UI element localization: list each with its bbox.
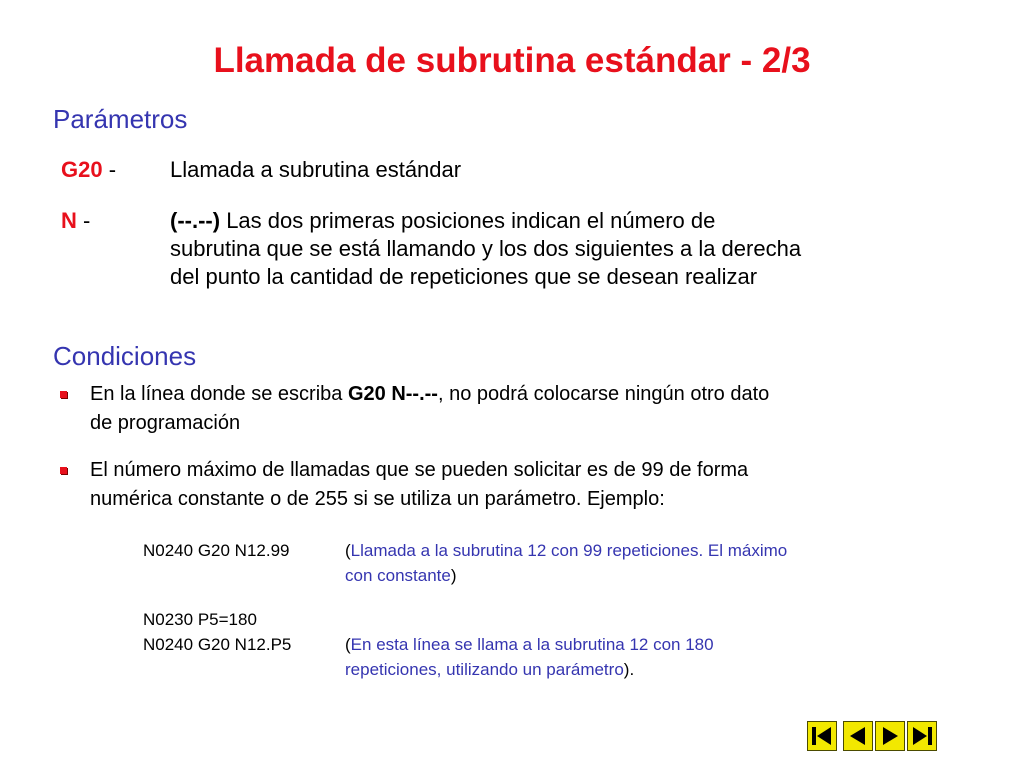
condicion-1-line-2: de programación — [90, 412, 241, 434]
condicion-2 — [90, 456, 970, 514]
slide-title: Llamada de subrutina estándar - 2/3 — [213, 41, 811, 80]
condicion-2-line-1: El número máximo de llamadas que se pueden solicitar es de 99 de forma — [90, 459, 749, 481]
first-slide-button[interactable] — [807, 721, 837, 751]
example-2-code-line-1: N0230 P5=180 — [143, 610, 257, 629]
example-2-code: N0240 G20 N12.P5 — [143, 635, 292, 654]
param-g20-label — [61, 156, 116, 184]
param-g20-description: Llamada a subrutina estándar — [170, 157, 462, 182]
param-n-code: N — [61, 208, 77, 233]
last-icon — [908, 722, 936, 750]
param-n-dash: - — [76, 208, 91, 233]
param-n-line-2: subrutina que se está llamando y los dos siguientes a la derecha — [170, 236, 802, 261]
param-n-description — [170, 207, 1000, 291]
param-n-format: (--.--) — [170, 208, 221, 233]
param-n-line-3: del punto la cantidad de repeticiones que se desean realizar — [170, 264, 758, 289]
previous-slide-button[interactable] — [843, 721, 873, 751]
condicion-1-bold: G20 N--.-- — [347, 383, 438, 405]
example-1-comment-text: Llamada a la subrutina 12 con 99 repeticiones. El máximo — [350, 541, 788, 560]
condiciones-heading: Condiciones — [53, 341, 197, 371]
condicion-2-line-2: numérica constante o de 255 si se utiliza un parámetro. Ejemplo: — [90, 488, 665, 510]
bullet-marker-icon — [60, 467, 67, 474]
example-2-comment-text: En esta línea se llama a la subrutina 12 con 180 — [350, 635, 714, 654]
param-g20-dash: - — [102, 157, 117, 182]
next-icon — [876, 722, 904, 750]
bullet-marker-icon — [60, 391, 67, 398]
example-1-comment: (Llamada a la subrutina 12 con 99 repeticiones. El máximo con constante) — [345, 541, 788, 585]
parametros-heading: Parámetros — [53, 104, 188, 134]
first-icon — [808, 722, 836, 750]
last-slide-button[interactable] — [907, 721, 937, 751]
example-2-comment: (En esta línea se llama a la subrutina 12 con 180 repeticiones, utilizando un parámetro). — [345, 635, 714, 679]
param-g20-code: G20 — [61, 157, 103, 182]
param-n-label — [61, 207, 90, 235]
condicion-1-line-1: En la línea donde se escriba G20 N--.--, no podrá colocarse ningún otro dato — [90, 383, 770, 405]
param-n-line-1: (--.--) Las dos primeras posiciones indican el número de — [170, 208, 716, 233]
previous-icon — [844, 722, 872, 750]
next-slide-button[interactable] — [875, 721, 905, 751]
example-1-code: N0240 G20 N12.99 — [143, 541, 290, 560]
condicion-1 — [90, 380, 970, 438]
